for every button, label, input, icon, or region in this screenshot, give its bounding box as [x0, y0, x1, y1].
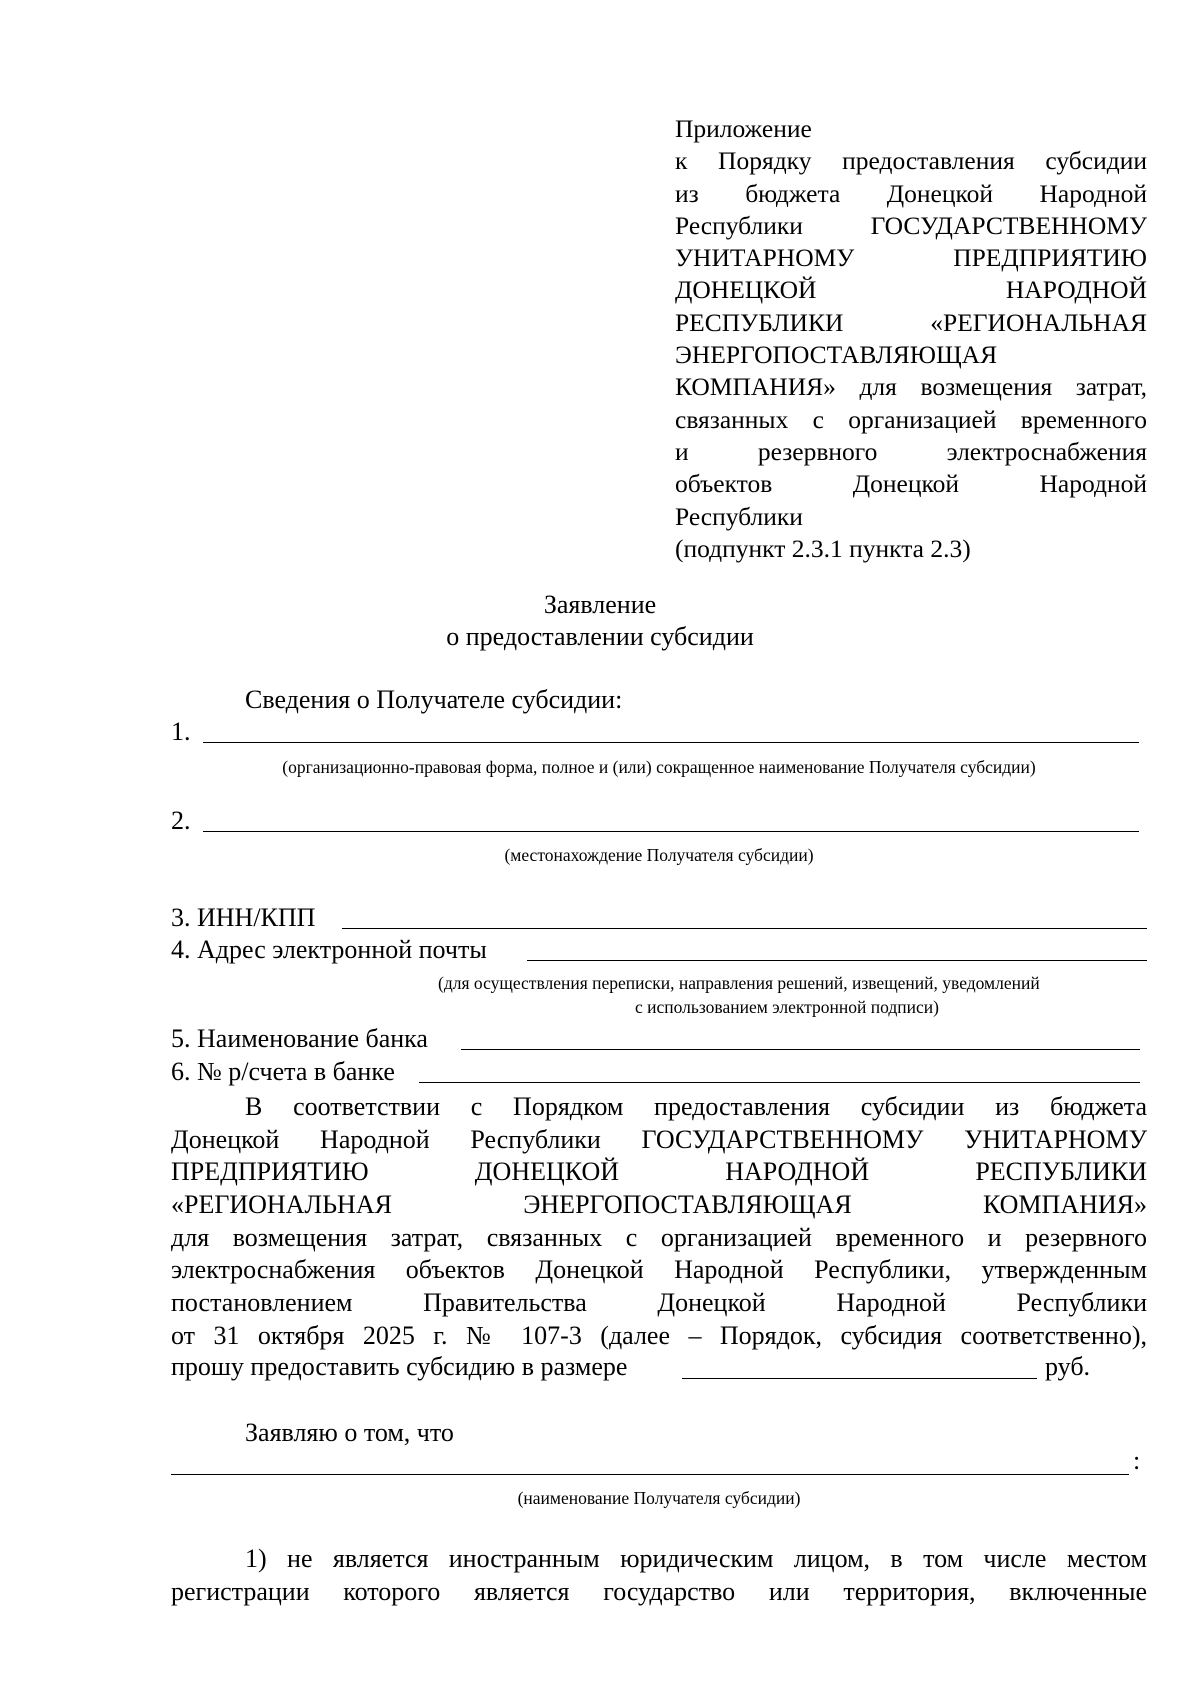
- recipient-heading: Сведения о Получателе субсидии:: [245, 685, 623, 714]
- declaration-name-line[interactable]: [171, 1474, 1129, 1475]
- field-1-line[interactable]: [203, 742, 1139, 743]
- field-4-caption-2: с использованием электронной подписи): [635, 997, 939, 1017]
- document-title: Заявление: [543, 590, 657, 619]
- appendix-line: Приложение: [675, 114, 812, 143]
- appendix-line: Республики ГОСУДАРСТВЕННОМУ: [675, 210, 1147, 240]
- appendix-line: к Порядку предоставления субсидии: [675, 146, 1147, 176]
- field-5-line[interactable]: [461, 1049, 1140, 1050]
- amount-suffix: руб.: [1045, 1352, 1091, 1381]
- appendix-line: ДОНЕЦКОЙ НАРОДНОЙ: [675, 275, 1147, 305]
- appendix-line: объектов Донецкой Народной: [675, 469, 1147, 499]
- body-line: для возмещения затрат, связанных с организацией временного и резервного: [171, 1223, 1147, 1252]
- body-line: Донецкой Народной Республики ГОСУДАРСТВЕННОМУ УНИТАРНОМУ: [171, 1125, 1147, 1154]
- appendix-line: Республики: [675, 501, 803, 531]
- appendix-line: и резервного электроснабжения: [675, 436, 1147, 466]
- appendix-line: (подпункт 2.3.1 пункта 2.3): [675, 533, 971, 563]
- appendix-line: РЕСПУБЛИКИ «РЕГИОНАЛЬНАЯ: [675, 307, 1147, 337]
- appendix-line: из бюджета Донецкой Народной: [675, 178, 1147, 208]
- field-2-caption: (местонахождение Получателя субсидии): [504, 845, 814, 865]
- field-5-label: 5. Наименование банка: [171, 1024, 428, 1053]
- field-2-label: 2.: [171, 806, 191, 835]
- field-1-label: 1.: [171, 717, 191, 746]
- body-line: от 31 октября 2025 г. № 107-3 (далее – Порядок, субсидия соответственно),: [171, 1321, 1147, 1350]
- appendix-line: ЭНЕРГОПОСТАВЛЯЮЩАЯ: [675, 340, 998, 370]
- field-4-label: 4. Адрес электронной почты: [171, 935, 487, 964]
- field-4-line[interactable]: [527, 960, 1147, 961]
- declaration-item-1-cont: регистрации которого является государство или территория, включенные: [171, 1577, 1147, 1606]
- field-1-caption: (организационно-правовая форма, полное и (или) сокращенное наименование Получателя субсидии): [282, 757, 1036, 777]
- amount-prefix: прошу предоставить субсидию в размере: [171, 1352, 628, 1381]
- field-4-caption-1: (для осуществления переписки, направления решений, извещений, уведомлений: [438, 973, 1040, 993]
- body-line: «РЕГИОНАЛЬНАЯ ЭНЕРГОПОСТАВЛЯЮЩАЯ КОМПАНИЯ»: [171, 1190, 1147, 1219]
- field-2-line[interactable]: [203, 831, 1139, 832]
- body-line: ПРЕДПРИЯТИЮ ДОНЕЦКОЙ НАРОДНОЙ РЕСПУБЛИКИ: [171, 1157, 1147, 1186]
- declaration-colon: :: [1133, 1446, 1141, 1475]
- field-3-line[interactable]: [342, 928, 1147, 929]
- field-6-label: 6. № р/счета в банке: [171, 1057, 395, 1086]
- amount-line[interactable]: [682, 1378, 1037, 1379]
- appendix-block: [675, 113, 1147, 565]
- body-line: В соответствии с Порядком предоставления субсидии из бюджета: [245, 1092, 1147, 1121]
- declaration-intro: Заявляю о том, что: [245, 1418, 454, 1447]
- appendix-line: УНИТАРНОМУ ПРЕДПРИЯТИЮ: [675, 243, 1147, 273]
- appendix-line: КОМПАНИЯ» для возмещения затрат,: [675, 372, 1147, 402]
- body-line: электроснабжения объектов Донецкой Народной Республики, утвержденным: [171, 1255, 1147, 1284]
- appendix-line: связанных с организацией временного: [675, 404, 1147, 434]
- field-3-label: 3. ИНН/КПП: [171, 903, 316, 932]
- declaration-caption: (наименование Получателя субсидии): [517, 1488, 801, 1508]
- declaration-item-1: 1) не является иностранным юридическим лицом, в том числе местом: [245, 1544, 1147, 1573]
- body-line: постановлением Правительства Донецкой Народной Республики: [171, 1288, 1147, 1317]
- field-6-line[interactable]: [419, 1082, 1140, 1083]
- document-subtitle: о предоставлении субсидии: [446, 622, 754, 651]
